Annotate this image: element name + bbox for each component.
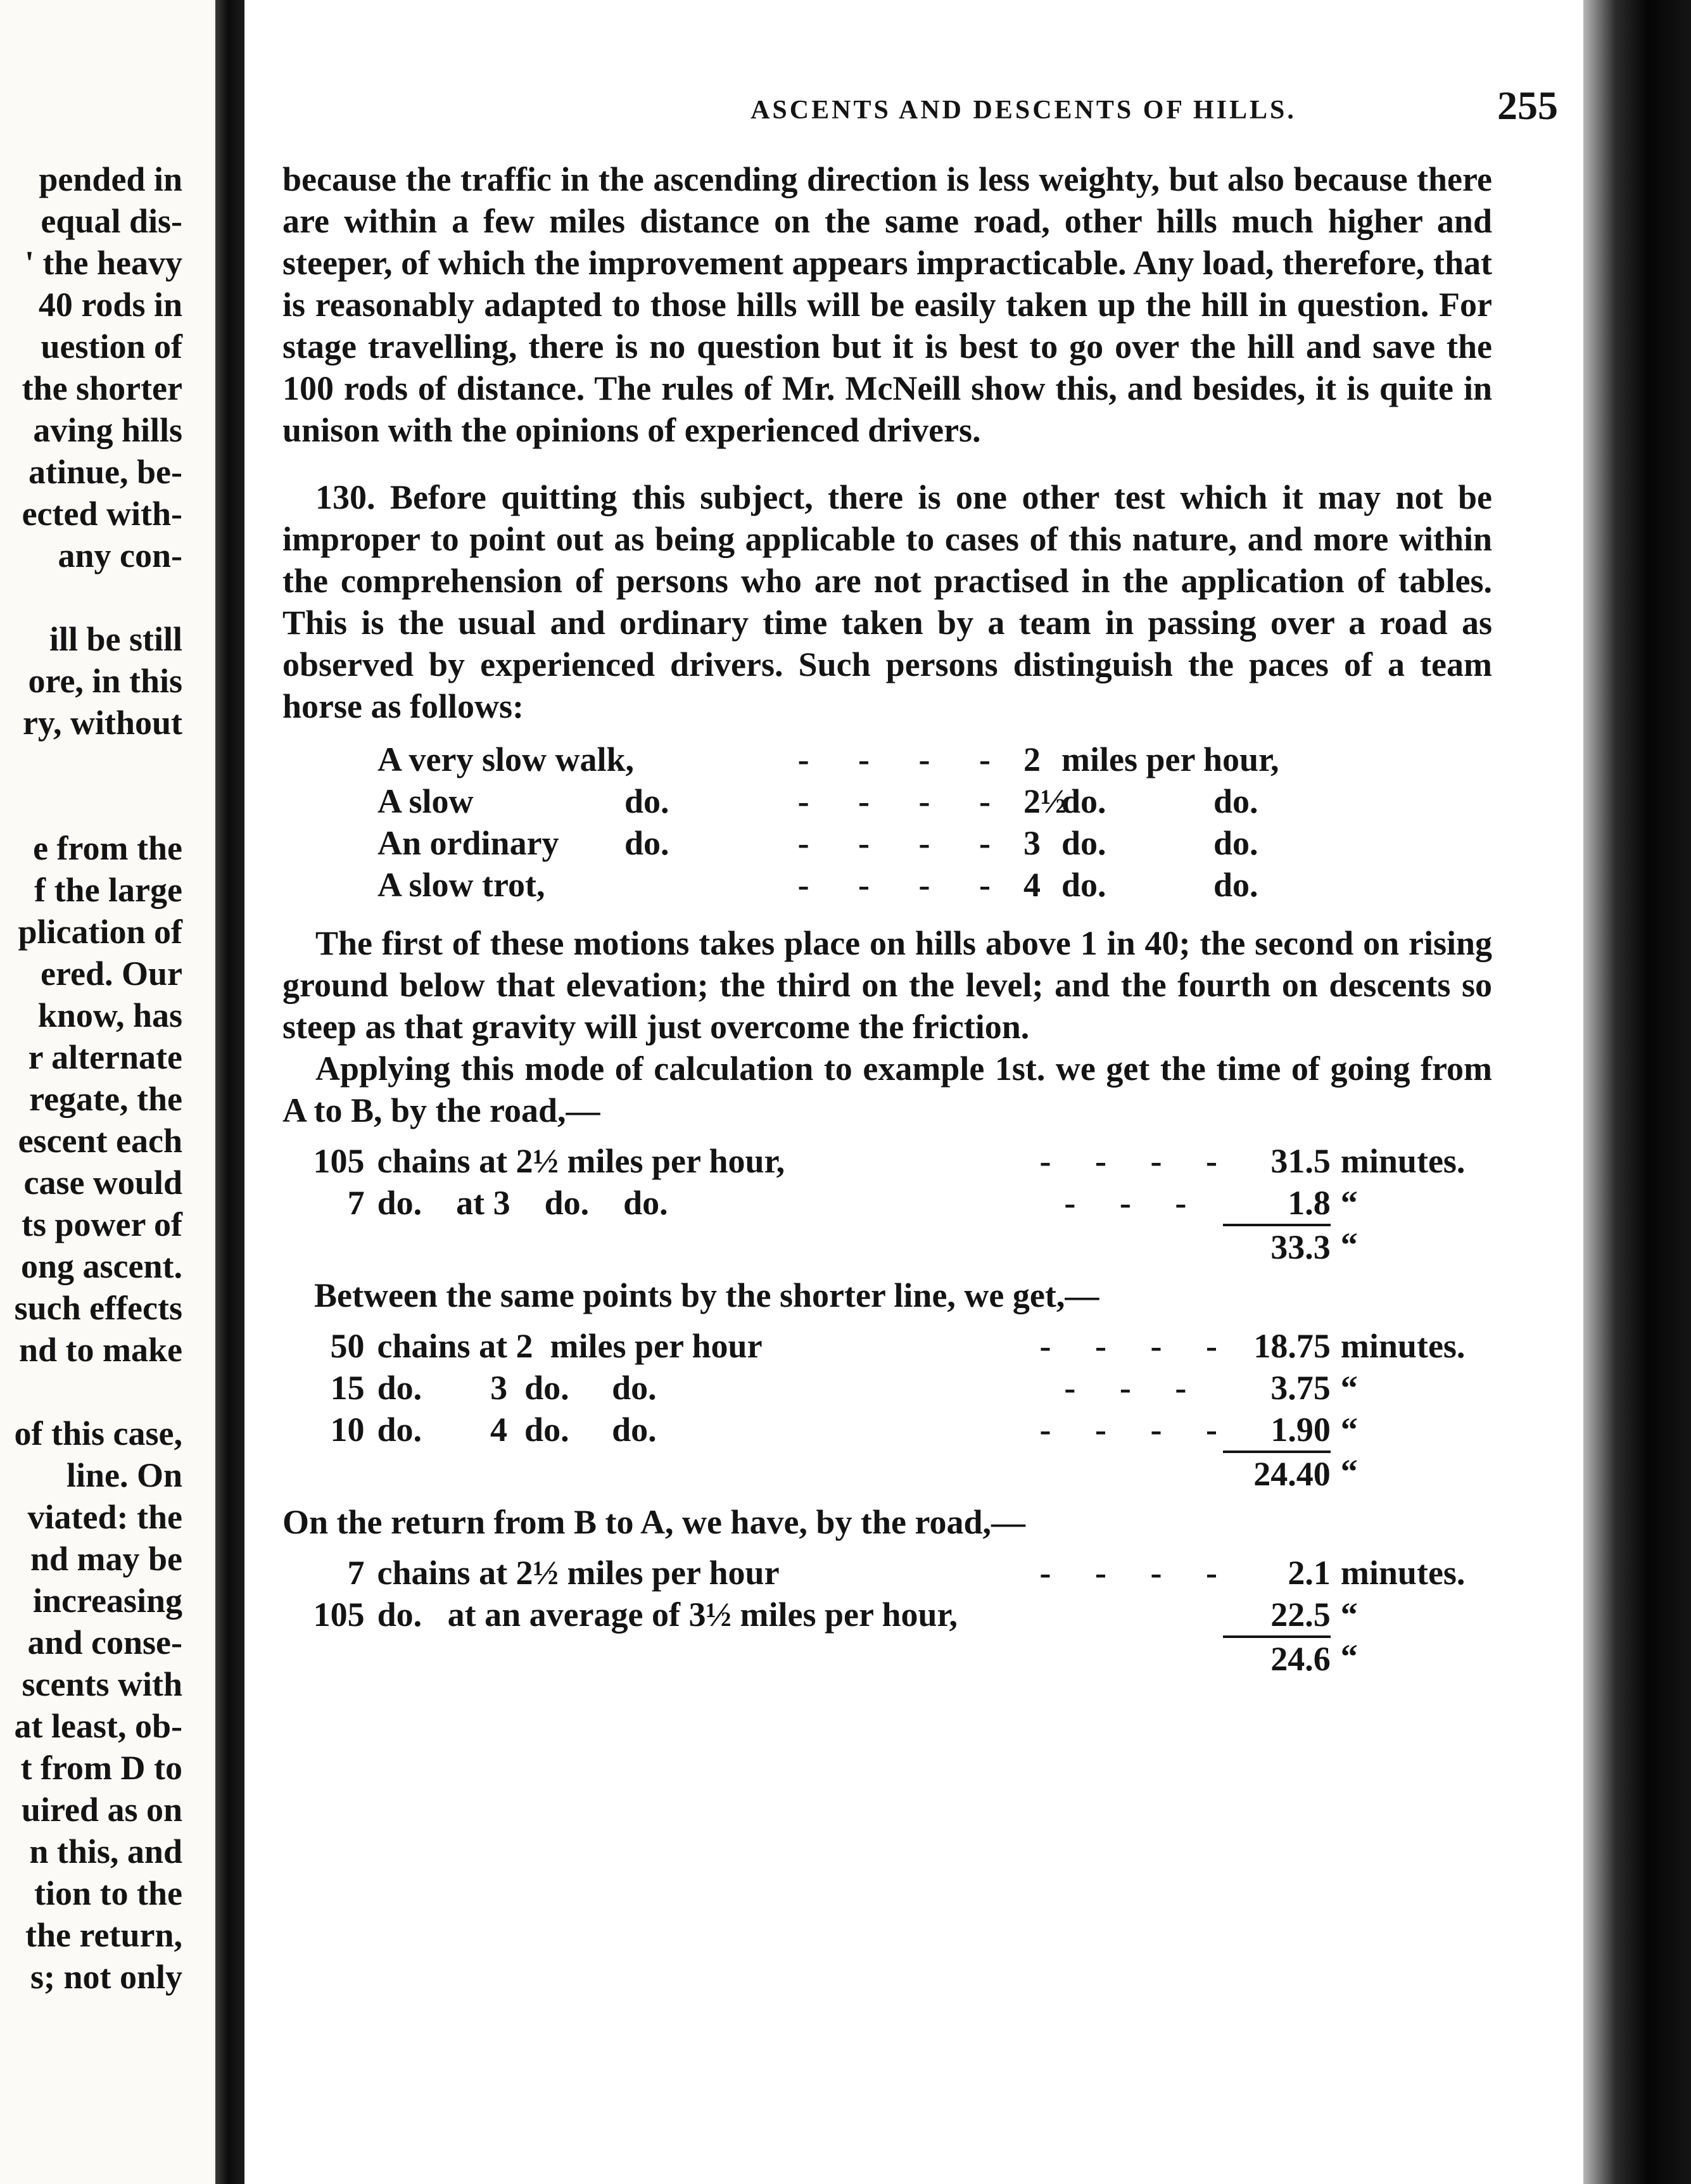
calc-total-row [282,1451,1492,1492]
left-page-line: pended in [39,160,182,198]
calc-quantity: 7 [347,1554,365,1592]
calc-description: chains at 2 miles per hour [377,1327,763,1365]
scanner-edge-shadow [1583,0,1691,2184]
left-page-line: the return, [25,1916,182,1954]
calc-description: do. at 3 do. do. [377,1184,668,1222]
calc-value: 18.75 [1253,1327,1331,1365]
calc-row [282,1409,1492,1451]
pace-unit-repeat [1213,739,1378,780]
left-page-line: the shorter [22,369,182,407]
left-page-line: ts power of [22,1205,182,1243]
calc-unit: “ [1340,1184,1358,1222]
left-page-line: ected with- [22,495,182,533]
pace-do [624,864,732,906]
calc-description [377,1224,1041,1266]
calc-unit: minutes. [1340,1554,1466,1592]
pace-speed: 2½ [1023,782,1067,820]
pace-do [624,739,732,780]
calc-unit: minutes. [1340,1327,1466,1365]
left-page-line: aving hills [33,411,182,449]
left-page-line [15,1371,182,1413]
left-page-line: ry, without [22,704,182,742]
leader-dashes [1040,1594,1223,1635]
left-page-line: uestion of [41,327,182,365]
leader-dashes [1040,1451,1223,1492]
calc-value: 2.1 [1288,1554,1331,1592]
left-page-line: tion to the [34,1874,182,1912]
pace-label: A slow [377,782,474,820]
pace-unit: do. [1061,782,1106,820]
calc-description: do. at an average of 3½ miles per hour, [377,1596,958,1634]
calc-quantity: 50 [330,1327,365,1365]
pace-do: do. [624,824,669,862]
left-page-line: regate, the [29,1080,182,1118]
left-page-line: increasing [32,1582,182,1620]
pace-unit-repeat: do. [1213,824,1258,862]
left-page-line: such effects [14,1289,182,1327]
left-page-line [15,744,182,785]
left-page-line [15,785,182,827]
left-page-line: ill be still [49,620,182,658]
left-page-line: ' the heavy [25,244,182,282]
pace-row [282,864,1492,906]
leader-dashes: - - - - [1039,1327,1235,1365]
left-page-line: escent each [18,1122,182,1160]
calc-total-value: 24.40 [1223,1451,1330,1492]
calc-value: 1.8 [1288,1184,1331,1222]
leader-dashes [1040,1635,1223,1677]
pace-speed: 3 [1023,824,1041,862]
calc-row [282,1182,1492,1224]
calc-total-row [282,1635,1492,1677]
left-page-line: of this case, [14,1414,182,1452]
calc-value: 1.90 [1270,1411,1331,1449]
left-page-line: s; not only [30,1958,182,1996]
paragraph-shorter-line: Between the same points by the shorter line, we get,— [314,1276,1099,1314]
calc-quantity: 105 [313,1596,365,1634]
leader-dashes: - - - [1064,1184,1205,1222]
left-page-line: nd may be [30,1540,182,1578]
paragraph-continued: because the traffic in the ascending direction is less weighty, but also because there are within a few miles distance on the same road, other hills much higher and steeper, of which the improvement appears impracticable. Any load, therefore, that is reasonably adapted to those hills will be easily taken up the hill in question. For stage travelling, there is no question but it is best to go over the hill and save the 100 rods of distance. The rules of Mr. McNeill show this, and besides, it is quite in unison with the opinions of experienced drivers. [282,160,1492,449]
pace-label: A very slow walk, [377,740,634,778]
left-page-line: f the large [34,871,182,909]
calc-quantity: 105 [313,1142,365,1180]
left-page-line: plication of [18,913,182,951]
calc-unit: “ [1340,1226,1358,1264]
pace-row [282,739,1492,780]
left-page-fragment [0,0,215,2184]
calc-total-value: 24.6 [1223,1635,1330,1677]
calc-row [282,1140,1492,1182]
leader-dashes: - - - - [1039,1554,1235,1592]
pace-label: An ordinary [377,824,559,862]
calc-unit: minutes. [1340,1142,1466,1180]
left-page-line: t from D to [20,1749,182,1787]
left-page-line: e from the [33,829,182,867]
leader-dashes [1040,1224,1223,1266]
calc-description [377,1635,1041,1677]
paragraph-applying: Applying this mode of calculation to example 1st. we get the time of going from A to B, by the road,— [282,1050,1492,1129]
pace-row [282,822,1492,864]
paragraph-130: 130. Before quitting this subject, there is one other test which it may not be improper to point out as being applicable to cases of this nature, and more within the comprehension of persons who are not practised in the application of tables. This is the usual and ordinary time taken by a team in passing over a road as observed by experienced drivers. Such persons distinguish the paces of a team horse as follows: [282,478,1492,725]
paces-table [282,739,1492,906]
page-number: 255 [1497,83,1558,128]
book-gutter [215,0,244,2184]
calc-quantity: 15 [330,1369,365,1407]
leader-dashes: - - - - [1039,1411,1235,1449]
calc-quantity: 7 [347,1184,365,1222]
left-page-line: at least, ob- [14,1707,182,1745]
left-page-line: case would [23,1164,182,1202]
left-page-line: uired as on [21,1791,182,1829]
left-page-line: r alternate [28,1038,182,1076]
leader-dashes: - - - - [797,824,1011,862]
right-page [244,38,1583,2184]
calc-row [282,1367,1492,1409]
calc-total-row [282,1224,1492,1266]
leader-dashes: - - - - [797,866,1011,904]
pace-unit-repeat: do. [1213,866,1258,904]
pace-unit: do. [1061,824,1106,862]
calc-value: 3.75 [1270,1369,1331,1407]
calc-unit: “ [1340,1411,1358,1449]
calc-unit: “ [1340,1637,1358,1675]
calc-road-a-to-b [282,1140,1492,1266]
calc-shorter-line [282,1325,1492,1492]
leader-dashes: - - - - [1039,1142,1235,1180]
left-page-line: ered. Our [41,955,182,993]
left-page-line: any con- [58,536,182,575]
running-head: ASCENTS AND DESCENTS OF HILLS. [750,96,1296,125]
leader-dashes: - - - - [797,782,1011,820]
left-page-line: and conse- [27,1623,182,1661]
calc-value: 22.5 [1270,1596,1331,1634]
leader-dashes: - - - - [797,740,1011,778]
left-page-line: know, has [37,996,182,1034]
calc-quantity: 10 [330,1411,365,1449]
left-page-line: atinue, be- [28,453,182,491]
calc-description: do. 3 do. do. [377,1369,657,1407]
calc-description: chains at 2½ miles per hour, [377,1142,785,1180]
calc-description: do. 4 do. do. [377,1411,657,1449]
left-page-line: ore, in this [28,662,182,700]
calc-row [282,1594,1492,1635]
pace-speed: 2 [1023,740,1041,778]
leader-dashes: - - - [1064,1369,1205,1407]
left-page-line: nd to make [18,1331,182,1369]
left-page-line: equal dis- [41,202,182,240]
left-page-line: viated: the [27,1498,182,1536]
calc-quantity [282,1635,377,1677]
pace-label: A slow trot, [377,866,545,904]
left-page-text-column [15,158,182,1998]
paragraph-motions: The first of these motions takes place on hills above 1 in 40; the second on rising ground below that elevation; the third on the level; and the fourth on descents so steep as that gravity will just overcome the friction. [282,924,1492,1046]
pace-unit: do. [1061,866,1106,904]
calc-value: 31.5 [1270,1142,1331,1180]
pace-row [282,780,1492,822]
calc-row [282,1552,1492,1594]
left-page-line: ong ascent. [21,1247,182,1285]
calc-quantity [282,1224,377,1266]
calc-row [282,1325,1492,1367]
pace-speed: 4 [1023,866,1041,904]
calc-total-value: 33.3 [1223,1224,1330,1266]
left-page-line: 40 rods in [38,286,182,324]
pace-do: do. [624,782,669,820]
calc-description [377,1451,1041,1492]
left-page-line: scents with [22,1665,182,1703]
calc-unit: “ [1340,1596,1358,1634]
pace-unit-repeat: do. [1213,782,1258,820]
left-page-line: n this, and [29,1832,182,1870]
left-page-line: line. On [66,1456,182,1494]
calc-return-b-to-a [282,1552,1492,1677]
pace-unit: miles per hour, [1061,740,1279,778]
body-text [282,158,1492,1686]
calc-description: chains at 2½ miles per hour [377,1554,780,1592]
calc-unit: “ [1340,1452,1358,1490]
paragraph-return: On the return from B to A, we have, by the road,— [282,1503,1025,1541]
calc-quantity [282,1451,377,1492]
left-page-line [15,576,182,618]
calc-unit: “ [1340,1369,1358,1407]
